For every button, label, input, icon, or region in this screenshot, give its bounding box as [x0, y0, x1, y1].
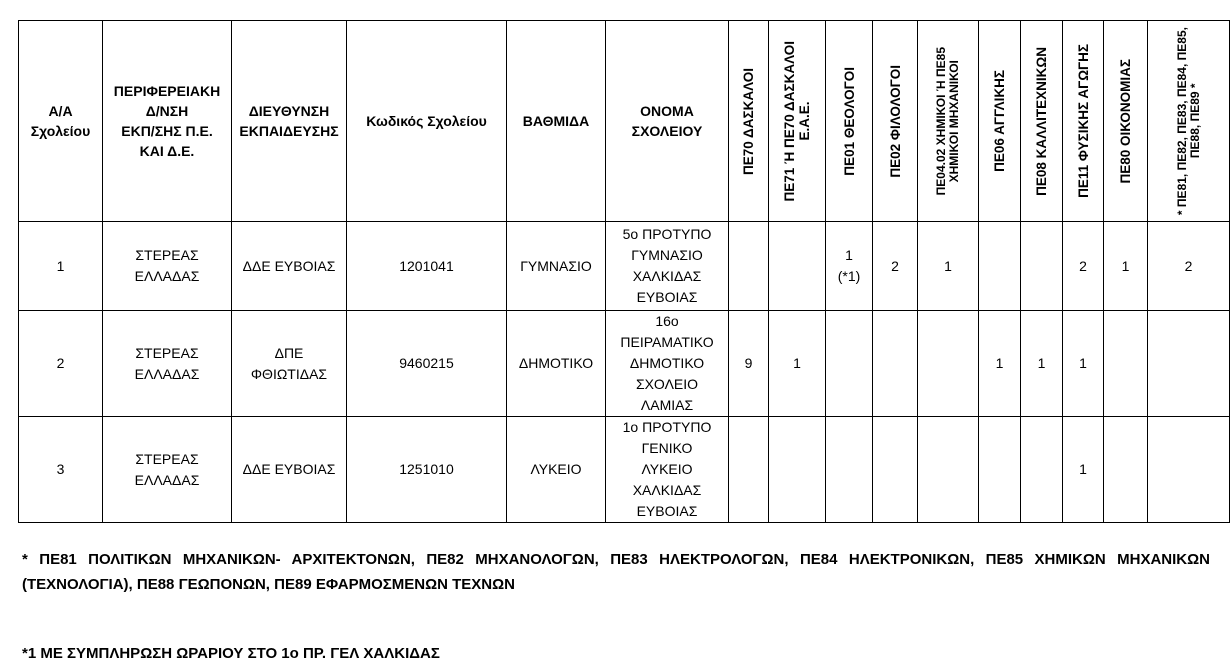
cell-pe70: 9 — [729, 311, 769, 417]
cell-pe06: 1 — [979, 311, 1021, 417]
cell-region: ΣΤΕΡΕΑΣ ΕΛΛΑΔΑΣ — [103, 311, 232, 417]
cell-level: ΔΗΜΟΤΙΚΟ — [507, 311, 606, 417]
cell-pe80 — [1104, 417, 1148, 523]
cell-pe71 — [769, 417, 826, 523]
header-pe02: ΠΕ02 ΦΙΛΟΛΟΓΟΙ — [873, 21, 918, 222]
header-school-code: Κωδικός Σχολείου — [347, 21, 507, 222]
cell-school-name: 5ο ΠΡΟΤΥΠΟ ΓΥΜΝΑΣΙΟ ΧΑΛΚΙΔΑΣ ΕΥΒΟΙΑΣ — [606, 222, 729, 311]
schools-table — [18, 20, 1230, 523]
header-pe81-89: * ΠΕ81, ΠΕ82, ΠΕ83, ΠΕ84, ΠΕ85, ΠΕ88, ΠΕ89 * — [1148, 21, 1230, 222]
cell-pe80: 1 — [1104, 222, 1148, 311]
cell-pe01: 1 (*1) — [826, 222, 873, 311]
header-aa: Α/Α Σχολείου — [19, 21, 103, 222]
cell-level: ΛΥΚΕΙΟ — [507, 417, 606, 523]
footnote-1: *1 ΜΕ ΣΥΜΠΛΗΡΩΣΗ ΩΡΑΡΙΟΥ ΣΤΟ 1ο ΠΡ. ΓΕΛ ΧΑΛΚΙΔΑΣ — [22, 645, 440, 662]
cell-pe70 — [729, 417, 769, 523]
cell-pe08 — [1021, 222, 1063, 311]
header-level: ΒΑΘΜΙΔΑ — [507, 21, 606, 222]
cell-pe81-89 — [1148, 311, 1230, 417]
header-pe01: ΠΕ01 ΘΕΟΛΟΓΟΙ — [826, 21, 873, 222]
cell-pe01 — [826, 417, 873, 523]
cell-pe02: 2 — [873, 222, 918, 311]
cell-pe04-02: 1 — [918, 222, 979, 311]
cell-pe02 — [873, 311, 918, 417]
cell-pe81-89 — [1148, 417, 1230, 523]
cell-pe01 — [826, 311, 873, 417]
cell-pe70 — [729, 222, 769, 311]
cell-pe11: 1 — [1063, 417, 1104, 523]
cell-directorate: ΔΠΕ ΦΘΙΩΤΙΔΑΣ — [232, 311, 347, 417]
cell-region: ΣΤΕΡΕΑΣ ΕΛΛΑΔΑΣ — [103, 222, 232, 311]
cell-pe08: 1 — [1021, 311, 1063, 417]
header-directorate: ΔΙΕΥΘΥΝΣΗ ΕΚΠΑΙΔΕΥΣΗΣ — [232, 21, 347, 222]
table-row — [19, 417, 1230, 523]
cell-school-code: 9460215 — [347, 311, 507, 417]
table-header-row — [19, 21, 1230, 222]
header-pe04-02: ΠΕ04.02 ΧΗΜΙΚΟΙ Ή ΠΕ85 ΧΗΜΙΚΟΙ ΜΗΧΑΝΙΚΟΙ — [918, 21, 979, 222]
cell-pe11: 2 — [1063, 222, 1104, 311]
specialties-note: * ΠΕ81 ΠΟΛΙΤΙΚΩΝ ΜΗΧΑΝΙΚΩΝ- ΑΡΧΙΤΕΚΤΟΝΩΝ, ΠΕ82 ΜΗΧΑΝΟΛΟΓΩΝ, ΠΕ83 ΗΛΕΚΤΡΟΛΟΓΩΝ, ΠΕ84 ΗΛΕΚΤΡΟΝΙΚΩΝ, ΠΕ85 ΧΗΜΙΚΩΝ ΜΗΧΑΝΙΚΩΝ (ΤΕΧΝΟΛΟΓΙΑ), ΠΕ88 ΓΕΩΠΟΝΩΝ, ΠΕ89 ΕΦΑΡΜΟΣΜΕΝΩΝ ΤΕΧΝΩΝ — [22, 551, 1210, 593]
cell-aa: 2 — [19, 311, 103, 417]
header-pe11: ΠΕ11 ΦΥΣΙΚΗΣ ΑΓΩΓΗΣ — [1063, 21, 1104, 222]
header-school-name: ΟΝΟΜΑ ΣΧΟΛΕΙΟΥ — [606, 21, 729, 222]
cell-school-code: 1201041 — [347, 222, 507, 311]
cell-school-code: 1251010 — [347, 417, 507, 523]
cell-pe11: 1 — [1063, 311, 1104, 417]
table-row — [19, 311, 1230, 417]
header-pe71: ΠΕ71 Ή ΠΕ70 ΔΑΣΚΑΛΟΙ Ε.Α.Ε. — [769, 21, 826, 222]
cell-pe08 — [1021, 417, 1063, 523]
cell-pe71 — [769, 222, 826, 311]
cell-pe71: 1 — [769, 311, 826, 417]
table-row — [19, 222, 1230, 311]
header-pe08: ΠΕ08 ΚΑΛΛΙΤΕΧΝΙΚΩΝ — [1021, 21, 1063, 222]
cell-pe04-02 — [918, 417, 979, 523]
cell-aa: 1 — [19, 222, 103, 311]
cell-school-name: 16ο ΠΕΙΡΑΜΑΤΙΚΟ ΔΗΜΟΤΙΚΟ ΣΧΟΛΕΙΟ ΛΑΜΙΑΣ — [606, 311, 729, 417]
cell-pe80 — [1104, 311, 1148, 417]
cell-region: ΣΤΕΡΕΑΣ ΕΛΛΑΔΑΣ — [103, 417, 232, 523]
header-pe06: ΠΕ06 ΑΓΓΛΙΚΗΣ — [979, 21, 1021, 222]
cell-pe04-02 — [918, 311, 979, 417]
cell-pe06 — [979, 417, 1021, 523]
header-region: ΠΕΡΙΦΕΡΕΙΑΚΗ Δ/ΝΣΗ ΕΚΠ/ΣΗΣ Π.Ε. ΚΑΙ Δ.Ε. — [103, 21, 232, 222]
cell-pe06 — [979, 222, 1021, 311]
cell-level: ΓΥΜΝΑΣΙΟ — [507, 222, 606, 311]
cell-aa: 3 — [19, 417, 103, 523]
cell-directorate: ΔΔΕ ΕΥΒΟΙΑΣ — [232, 222, 347, 311]
header-pe70: ΠΕ70 ΔΑΣΚΑΛΟΙ — [729, 21, 769, 222]
cell-pe81-89: 2 — [1148, 222, 1230, 311]
cell-directorate: ΔΔΕ ΕΥΒΟΙΑΣ — [232, 417, 347, 523]
header-pe80: ΠΕ80 ΟΙΚΟΝΟΜΙΑΣ — [1104, 21, 1148, 222]
cell-school-name: 1ο ΠΡΟΤΥΠΟ ΓΕΝΙΚΟ ΛΥΚΕΙΟ ΧΑΛΚΙΔΑΣ ΕΥΒΟΙΑΣ — [606, 417, 729, 523]
cell-pe02 — [873, 417, 918, 523]
